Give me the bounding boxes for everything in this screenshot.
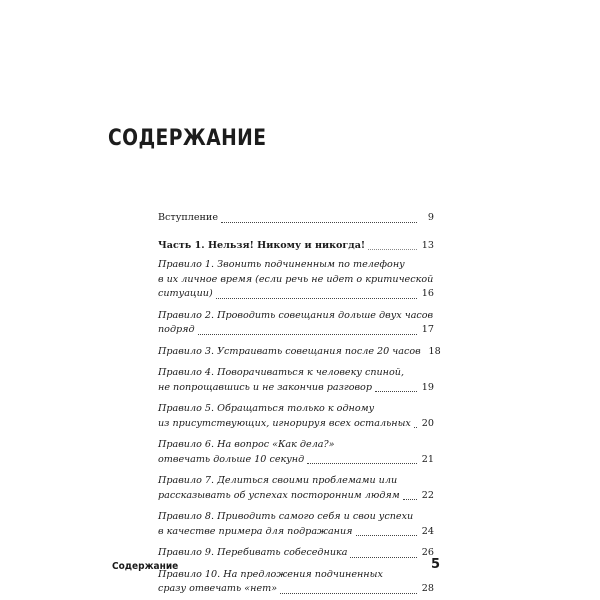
toc-page-number: 17	[421, 324, 434, 335]
toc-entry-part-1[interactable]	[158, 239, 434, 255]
toc-entry-text: отвечать дольше 10 секунд	[158, 453, 305, 465]
toc-entry-text: сразу отвечать «нет»	[158, 583, 278, 594]
dot-leader	[198, 333, 417, 335]
toc-entry-text: в их личное время (если речь не идет о критической	[158, 273, 434, 285]
toc-entry-rule-6[interactable]	[158, 438, 434, 468]
toc-entry-rule-4[interactable]	[158, 366, 434, 396]
toc-entry-text: Правило 2. Проводить совещания дольше двух часов	[158, 309, 434, 321]
toc-entry-text: Правило 4. Поворачиваться к человеку спиной,	[158, 367, 405, 378]
toc-entry-text: Правило 10. На предложения подчиненных	[158, 568, 383, 580]
dot-leader	[307, 462, 417, 464]
dot-leader	[414, 426, 417, 428]
toc-entry-text: в качестве примера для подражания	[158, 525, 353, 537]
dot-leader	[350, 556, 417, 558]
toc-entry-text: Правило 9. Перебивать собеседника	[158, 547, 348, 558]
dot-leader	[403, 498, 417, 500]
toc-page-number: 26	[421, 547, 434, 558]
toc-rules-list	[158, 258, 441, 598]
toc-entry-rule-8[interactable]	[158, 510, 434, 540]
dot-leader	[356, 534, 417, 536]
page-number: 5	[431, 557, 441, 572]
toc-entry-rule-10[interactable]	[158, 568, 434, 598]
toc-page-number: 20	[421, 417, 434, 429]
dot-leader	[221, 221, 417, 223]
toc-entry-text: ситуации)	[158, 288, 213, 299]
toc-entry-text: не попрощавшись и не закончив разговор	[158, 381, 372, 393]
toc-entry-rule-3[interactable]	[158, 345, 441, 361]
running-footer-section: Содержание	[112, 561, 179, 572]
toc-page-number: 28	[421, 583, 434, 594]
toc-entry-text: Правило 3. Устраивать совещания после 20 часов	[158, 345, 421, 357]
toc-page-number: 13	[421, 239, 434, 251]
toc-entry-rule-5[interactable]	[158, 402, 434, 432]
toc-entry-intro[interactable]	[158, 211, 434, 227]
toc-entry-rule-7[interactable]	[158, 474, 434, 504]
toc-entry-text: Часть 1. Нельзя! Никому и никогда!	[158, 239, 366, 251]
toc-entry-rule-1[interactable]	[158, 258, 434, 303]
toc-entry-rule-9[interactable]	[158, 546, 434, 562]
toc-entry-text: Правило 7. Делиться своими проблемами или	[158, 475, 398, 486]
toc-page-number: 19	[421, 381, 434, 393]
toc-page-number: 22	[421, 489, 434, 501]
toc-page-number: 16	[421, 288, 434, 299]
toc-page-number: 24	[421, 525, 434, 537]
table-of-contents	[158, 211, 441, 598]
toc-entry-text: Вступление	[158, 212, 219, 223]
toc-entry-rule-2[interactable]	[158, 309, 434, 339]
dot-leader	[280, 592, 417, 594]
toc-entry-text: рассказывать об успехах посторонним людям	[158, 489, 400, 501]
toc-entry-text: Правило 1. Звонить подчиненным по телефону	[158, 259, 405, 270]
toc-page-number: 21	[421, 453, 434, 465]
dot-leader	[375, 390, 417, 392]
toc-entry-text: Правило 6. На вопрос «Как дела?»	[158, 439, 335, 450]
toc-page-number: 9	[427, 212, 434, 223]
toc-entry-text: Правило 5. Обращаться только к одному	[158, 403, 375, 414]
toc-entry-text: подряд	[158, 324, 195, 335]
toc-entry-text: из присутствующих, игнорируя всех остальных	[158, 417, 411, 429]
page-title: СОДЕРЖАНИЕ	[108, 126, 267, 151]
toc-page-number: 18	[428, 345, 441, 357]
dot-leader	[216, 297, 417, 299]
toc-entry-text: Правило 8. Приводить самого себя и свои успехи	[158, 511, 414, 522]
dot-leader	[368, 248, 417, 250]
